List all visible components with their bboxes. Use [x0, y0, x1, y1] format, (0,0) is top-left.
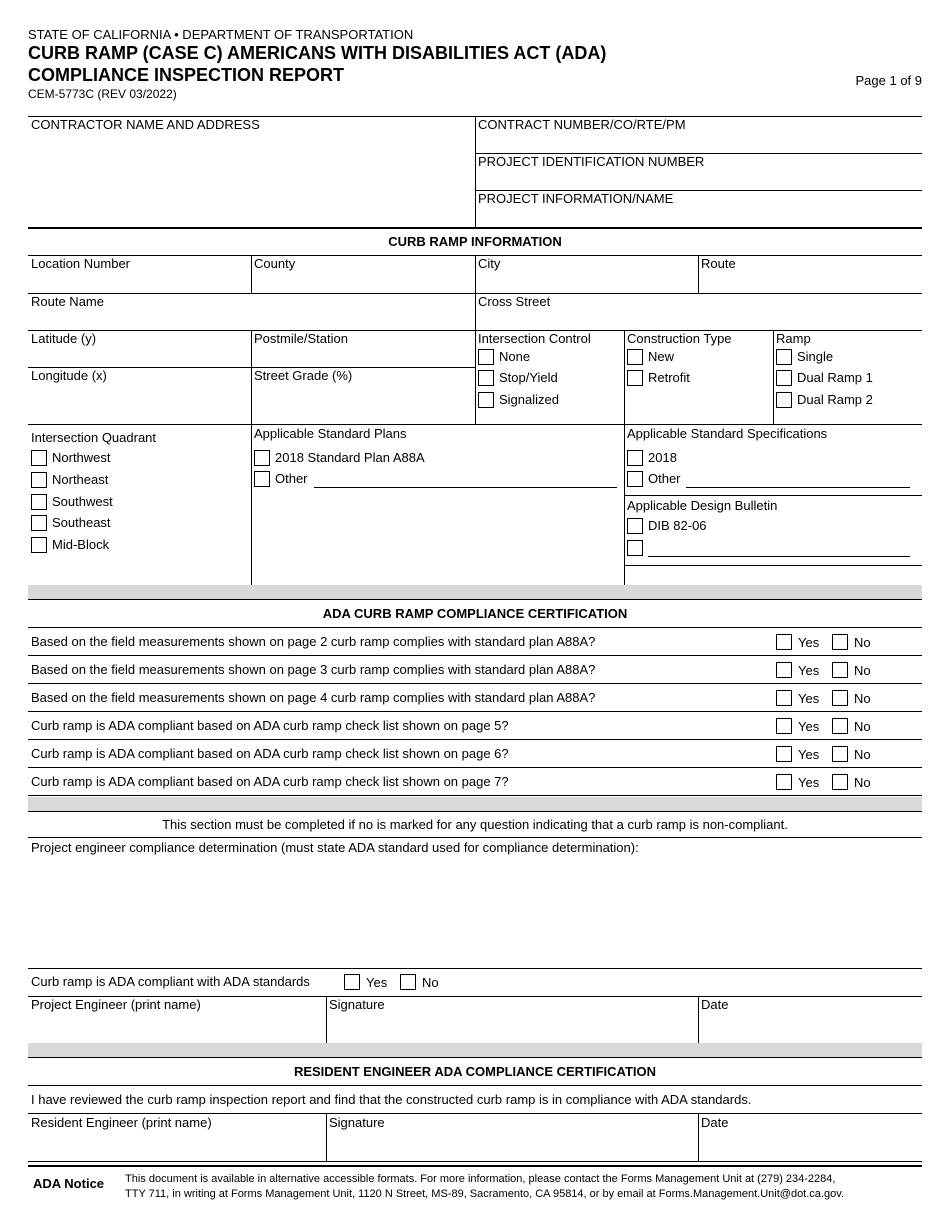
re-date-field[interactable] — [701, 1136, 918, 1156]
no-label: No — [854, 747, 871, 762]
postmile-label: Postmile/Station — [254, 331, 348, 346]
section-divider — [28, 797, 922, 811]
checkbox-specs-2018[interactable] — [627, 450, 643, 466]
project-id-label: PROJECT IDENTIFICATION NUMBER — [478, 154, 705, 169]
location-number-field[interactable] — [31, 273, 247, 291]
checkbox-yes[interactable] — [776, 690, 792, 706]
rule — [624, 565, 922, 566]
rule — [28, 968, 922, 969]
re-name-field[interactable] — [31, 1136, 321, 1156]
plans-other-line[interactable] — [314, 487, 617, 488]
determination-field[interactable] — [31, 858, 918, 964]
option-label: Other — [648, 471, 681, 486]
checkbox-standards-no[interactable] — [400, 974, 416, 990]
checkbox-mid-block[interactable] — [31, 537, 47, 553]
rule — [28, 1161, 922, 1162]
determination-label: Project engineer compliance determination (must state ADA standard used for compliance determination): — [31, 840, 639, 855]
re-date-label: Date — [701, 1115, 729, 1130]
checkbox-dual-ramp-2[interactable] — [776, 392, 792, 408]
street-grade-field[interactable] — [254, 385, 470, 403]
pe-signature-field[interactable] — [329, 1018, 693, 1038]
option-label: Signalized — [499, 392, 559, 407]
checkbox-none[interactable] — [478, 349, 494, 365]
rule — [251, 255, 252, 293]
ramp-label: Ramp — [776, 331, 811, 346]
checkbox-yes[interactable] — [776, 718, 792, 734]
yes-label: Yes — [366, 975, 388, 990]
rule — [28, 1113, 922, 1114]
no-label: No — [854, 663, 871, 678]
checkbox-single[interactable] — [776, 349, 792, 365]
checkbox-no[interactable] — [832, 718, 848, 734]
rule — [251, 424, 252, 585]
rule — [773, 330, 774, 424]
option-label: Mid-Block — [52, 537, 110, 552]
checkbox-no[interactable] — [832, 774, 848, 790]
pe-name-field[interactable] — [31, 1018, 321, 1038]
contract-number-label: CONTRACT NUMBER/CO/RTE/PM — [478, 117, 686, 132]
no-label: No — [854, 635, 871, 650]
longitude-label: Longitude (x) — [31, 368, 107, 383]
rule — [698, 1113, 699, 1161]
bulletin-other-line[interactable] — [648, 556, 910, 557]
checkbox-southwest[interactable] — [31, 494, 47, 510]
checkbox-no[interactable] — [832, 690, 848, 706]
rule — [28, 767, 922, 768]
contractor-name-label: CONTRACTOR NAME AND ADDRESS — [31, 117, 260, 132]
rule — [475, 255, 476, 293]
location-number-label: Location Number — [31, 256, 130, 271]
checkbox-dib-82-06[interactable] — [627, 518, 643, 534]
county-label: County — [254, 256, 296, 271]
route-label: Route — [701, 256, 736, 271]
checkbox-signalized[interactable] — [478, 392, 494, 408]
question-text: Based on the field measurements shown on page 3 curb ramp complies with standard plan A88A? — [31, 662, 596, 677]
option-label: Dual Ramp 2 — [797, 392, 873, 407]
re-name-label: Resident Engineer (print name) — [31, 1115, 212, 1130]
ada-notice-line2: TTY 711, in writing at Forms Management Unit, 1120 N Street, MS-89, Sacramento, CA 95814, or by email at Forms.Management.Unit@dot.ca.gov. — [125, 1188, 844, 1200]
construction-type-label: Construction Type — [627, 331, 732, 346]
rule — [28, 683, 922, 684]
re-signature-label: Signature — [329, 1115, 385, 1130]
checkbox-new[interactable] — [627, 349, 643, 365]
longitude-field[interactable] — [31, 385, 247, 403]
ada-notice-line1: This document is available in alternative accessible formats. For more information, please contact the Forms Management Unit at (279) 234-2284, — [125, 1173, 836, 1185]
rule — [624, 424, 625, 585]
rule — [28, 1165, 922, 1167]
rule — [28, 627, 922, 628]
yes-label: Yes — [798, 635, 820, 650]
re-signature-field[interactable] — [329, 1136, 693, 1156]
option-label: 2018 Standard Plan A88A — [275, 450, 425, 465]
page-number: Page 1 of 9 — [855, 73, 922, 88]
checkbox-southeast[interactable] — [31, 515, 47, 531]
pe-date-label: Date — [701, 997, 729, 1012]
checkbox-yes[interactable] — [776, 634, 792, 650]
rule — [698, 255, 699, 293]
compliance-heading: ADA CURB RAMP COMPLIANCE CERTIFICATION — [322, 606, 628, 621]
intersection-quadrant-label: Intersection Quadrant — [31, 430, 157, 445]
curb-ramp-info-heading: CURB RAMP INFORMATION — [388, 234, 562, 249]
noncompliance-notice: This section must be completed if no is marked for any question indicating that a curb ramp is non-compliant. — [162, 817, 788, 832]
pe-signature-label: Signature — [329, 997, 385, 1012]
pe-name-label: Project Engineer (print name) — [31, 997, 201, 1012]
ada-notice-label: ADA Notice — [33, 1176, 105, 1191]
latitude-label: Latitude (y) — [31, 331, 97, 346]
project-info-field[interactable] — [478, 208, 918, 226]
rule — [28, 424, 922, 425]
rule — [326, 996, 327, 1043]
form-title-line2: COMPLIANCE INSPECTION REPORT — [28, 65, 345, 85]
rule — [475, 116, 476, 228]
city-label: City — [478, 256, 501, 271]
option-label: Stop/Yield — [499, 370, 558, 385]
compliant-standards-label: Curb ramp is ADA compliant with ADA standards — [31, 974, 310, 989]
pe-date-field[interactable] — [701, 1018, 918, 1038]
checkbox-no[interactable] — [832, 634, 848, 650]
checkbox-northwest[interactable] — [31, 450, 47, 466]
checkbox-stop-yield[interactable] — [478, 370, 494, 386]
no-label: No — [854, 775, 871, 790]
rule — [28, 599, 922, 600]
checkbox-bulletin-other[interactable] — [627, 540, 643, 556]
checkbox-northeast[interactable] — [31, 472, 47, 488]
question-text: Based on the field measurements shown on page 4 curb ramp complies with standard plan A88A? — [31, 690, 596, 705]
contractor-name-field[interactable] — [31, 135, 471, 223]
option-label: Northwest — [52, 450, 111, 465]
rule — [28, 811, 922, 812]
section-divider — [28, 1043, 922, 1057]
postmile-field[interactable] — [254, 348, 470, 366]
contract-number-field[interactable] — [478, 134, 918, 152]
design-bulletin-label: Applicable Design Bulletin — [627, 498, 778, 513]
yes-label: Yes — [798, 747, 820, 762]
checkbox-no[interactable] — [832, 746, 848, 762]
checkbox-dual-ramp-1[interactable] — [776, 370, 792, 386]
route-field[interactable] — [701, 273, 917, 291]
form-title-line1: CURB RAMP (CASE C) AMERICANS WITH DISABILITIES ACT (ADA) — [28, 43, 607, 63]
option-label: Southeast — [52, 515, 111, 530]
rule — [28, 795, 922, 796]
option-label: Other — [275, 471, 308, 486]
option-label: Retrofit — [648, 370, 690, 385]
checkbox-yes[interactable] — [776, 662, 792, 678]
rule — [28, 1057, 922, 1058]
resident-statement: I have reviewed the curb ramp inspection report and find that the constructed curb ramp is in compliance with ADA standards. — [31, 1092, 752, 1107]
rule — [28, 1085, 922, 1086]
question-text: Curb ramp is ADA compliant based on ADA curb ramp check list shown on page 5? — [31, 718, 509, 733]
intersection-control-label: Intersection Control — [478, 331, 591, 346]
option-label: DIB 82-06 — [648, 518, 707, 533]
question-text: Curb ramp is ADA compliant based on ADA curb ramp check list shown on page 6? — [31, 746, 509, 761]
yes-label: Yes — [798, 691, 820, 706]
option-label: New — [648, 349, 675, 364]
form-id: CEM-5773C (REV 03/2022) — [28, 87, 177, 101]
option-label: Southwest — [52, 494, 113, 509]
rule — [28, 837, 922, 838]
question-text: Based on the field measurements shown on page 2 curb ramp complies with standard plan A88A? — [31, 634, 596, 649]
checkbox-standard-plan-a88a[interactable] — [254, 450, 270, 466]
agency-line: STATE OF CALIFORNIA • DEPARTMENT OF TRANSPORTATION — [28, 27, 414, 42]
question-text: Curb ramp is ADA compliant based on ADA curb ramp check list shown on page 7? — [31, 774, 509, 789]
rule — [624, 330, 625, 424]
specs-other-line[interactable] — [686, 487, 910, 488]
route-name-field[interactable] — [31, 311, 471, 329]
cross-street-field[interactable] — [478, 311, 918, 329]
section-divider — [28, 585, 922, 599]
rule — [28, 655, 922, 656]
no-label: No — [854, 691, 871, 706]
latitude-field[interactable] — [31, 348, 247, 366]
checkbox-yes[interactable] — [776, 774, 792, 790]
rule — [475, 293, 476, 330]
cross-street-label: Cross Street — [478, 294, 551, 309]
project-info-label: PROJECT INFORMATION/NAME — [478, 191, 674, 206]
rule — [624, 495, 922, 496]
yes-label: Yes — [798, 775, 820, 790]
rule — [28, 711, 922, 712]
yes-label: Yes — [798, 719, 820, 734]
rule — [698, 996, 699, 1043]
option-label: Northeast — [52, 472, 109, 487]
rule — [28, 227, 922, 229]
rule — [326, 1113, 327, 1161]
standard-specs-label: Applicable Standard Specifications — [627, 426, 828, 441]
standard-plans-label: Applicable Standard Plans — [254, 426, 407, 441]
rule — [475, 330, 476, 424]
checkbox-no[interactable] — [832, 662, 848, 678]
resident-engineer-heading: RESIDENT ENGINEER ADA COMPLIANCE CERTIFICATION — [293, 1064, 657, 1079]
route-name-label: Route Name — [31, 294, 104, 309]
checkbox-yes[interactable] — [776, 746, 792, 762]
checkbox-retrofit[interactable] — [627, 370, 643, 386]
no-label: No — [422, 975, 439, 990]
checkbox-plans-other[interactable] — [254, 471, 270, 487]
checkbox-standards-yes[interactable] — [344, 974, 360, 990]
no-label: No — [854, 719, 871, 734]
option-label: Dual Ramp 1 — [797, 370, 873, 385]
checkbox-specs-other[interactable] — [627, 471, 643, 487]
rule — [251, 330, 252, 424]
county-field[interactable] — [254, 273, 470, 291]
option-label: 2018 — [648, 450, 677, 465]
option-label: None — [499, 349, 531, 364]
rule — [28, 739, 922, 740]
yes-label: Yes — [798, 663, 820, 678]
street-grade-label: Street Grade (%) — [254, 368, 353, 383]
option-label: Single — [797, 349, 834, 364]
city-field[interactable] — [478, 273, 694, 291]
project-id-field[interactable] — [478, 171, 918, 189]
